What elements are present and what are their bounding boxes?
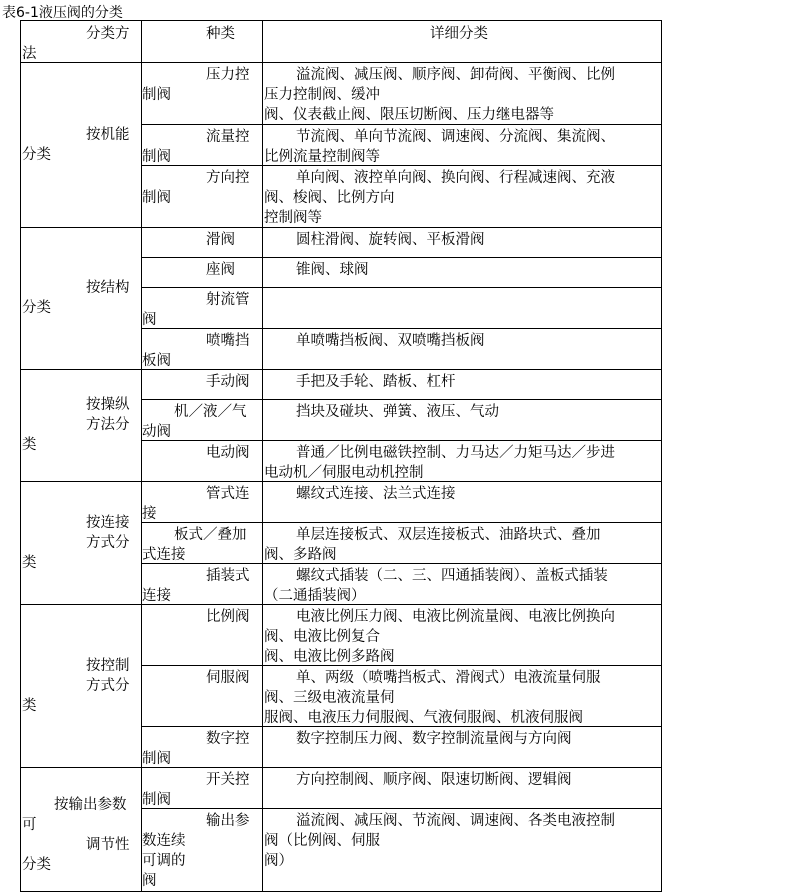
valve-detail: 普通／比例电磁铁控制、力马达／力矩马达／步进 — [296, 445, 615, 461]
valve-type: 输出参 — [206, 813, 250, 829]
valve-detail: （二通插装阀） — [264, 588, 366, 604]
valve-type: 板式／叠加 — [174, 527, 247, 543]
row-divider — [141, 665, 661, 666]
group-label: 按操纵 — [86, 397, 130, 413]
valve-detail: 节流阀、单向节流阀、调速阀、分流阀、集流阀、 — [296, 129, 615, 145]
valve-type: 流量控 — [206, 129, 250, 145]
valve-detail: 阀、电液比例复合 — [264, 629, 380, 645]
group-label: 按结构 — [86, 280, 130, 296]
valve-type: 连接 — [142, 588, 171, 604]
valve-type: 阀 — [142, 873, 157, 889]
valve-detail: 服阀、电液压力伺服阀、气液伺服阀、机液伺服阀 — [264, 710, 583, 726]
valve-detail: 压力控制阀、缓冲 — [264, 87, 380, 103]
group-divider — [141, 604, 142, 767]
group-label: 按机能 — [86, 127, 130, 143]
valve-type: 滑阀 — [206, 232, 235, 248]
valve-type: 式连接 — [142, 547, 186, 563]
valve-type: 比例阀 — [206, 609, 250, 625]
valve-type: 插装式 — [206, 568, 250, 584]
group-label: 类 — [22, 698, 37, 714]
valve-detail: 单喷嘴挡板阀、双喷嘴挡板阀 — [296, 333, 485, 349]
valve-type: 数连续 — [142, 833, 186, 849]
row-divider — [141, 257, 661, 258]
valve-type: 手动阀 — [206, 374, 250, 390]
valve-type: 制阀 — [142, 190, 171, 206]
header-divider — [141, 20, 142, 62]
group-divider — [262, 369, 263, 481]
valve-detail: 阀、仪表截止阀、限压切断阀、压力继电器等 — [264, 107, 554, 123]
group-label: 分类 — [22, 300, 51, 316]
group-label: 方式分 — [86, 535, 130, 551]
header-detail: 详细分类 — [430, 26, 488, 42]
group-label: 按输出参数 — [54, 797, 127, 813]
valve-type: 电动阀 — [206, 445, 250, 461]
group-label: 可 — [22, 817, 37, 833]
valve-type: 压力控 — [206, 67, 250, 83]
valve-detail: 螺纹式插装（二、三、四通插装阀）、盖板式插装 — [296, 568, 608, 584]
row-divider — [141, 726, 661, 727]
group-divider — [262, 767, 263, 891]
valve-type: 开关控 — [206, 772, 250, 788]
valve-detail: 控制阀等 — [264, 210, 322, 226]
row-divider — [141, 563, 661, 564]
valve-detail: 数字控制压力阀、数字控制流量阀与方向阀 — [296, 731, 572, 747]
valve-type: 喷嘴挡 — [206, 333, 250, 349]
valve-detail: 圆柱滑阀、旋转阀、平板滑阀 — [296, 232, 485, 248]
row-divider — [141, 124, 661, 125]
header-classification-method: 分类方 — [86, 26, 130, 42]
valve-detail: 螺纹式连接、法兰式连接 — [296, 486, 456, 502]
valve-detail: 单、两级（喷嘴挡板式、滑阀式）电液流量伺服 — [296, 670, 601, 686]
valve-type: 制阀 — [142, 792, 171, 808]
valve-type: 制阀 — [142, 87, 171, 103]
row-divider — [141, 287, 661, 288]
valve-detail: 溢流阀、减压阀、节流阀、调速阀、各类电液控制 — [296, 813, 615, 829]
group-label: 分类 — [22, 857, 51, 873]
valve-detail: 阀、三级电液流量伺 — [264, 690, 395, 706]
valve-type: 管式连 — [206, 486, 250, 502]
table-caption: 表6-1液压阀的分类 — [2, 5, 123, 21]
row-divider — [141, 399, 661, 400]
header-classification-method: 法 — [22, 46, 37, 62]
valve-detail: 阀、电液比例多路阀 — [264, 649, 395, 665]
valve-detail: 电动机／伺服电动机控制 — [264, 465, 424, 481]
valve-type: 阀 — [142, 312, 157, 328]
valve-type: 机／液／气 — [174, 404, 247, 420]
row-divider — [141, 522, 661, 523]
valve-detail: 挡块及碰块、弹簧、液压、气动 — [296, 404, 499, 420]
row-divider — [141, 808, 661, 809]
valve-detail: 锥阀、球阀 — [296, 262, 369, 278]
valve-type: 接 — [142, 506, 157, 522]
valve-detail: 阀、梭阀、比例方向 — [264, 190, 395, 206]
valve-type: 方向控 — [206, 170, 250, 186]
valve-detail: 电液比例压力阀、电液比例流量阀、电液比例换向 — [296, 609, 615, 625]
group-divider — [262, 227, 263, 369]
valve-type: 数字控 — [206, 731, 250, 747]
valve-type: 射流管 — [206, 292, 250, 308]
group-label: 分类 — [22, 147, 51, 163]
group-label: 类 — [22, 437, 37, 453]
valve-type: 伺服阀 — [206, 670, 250, 686]
group-label: 方法分 — [86, 417, 130, 433]
valve-detail: 阀（比例阀、伺服 — [264, 833, 380, 849]
valve-type: 座阀 — [206, 262, 235, 278]
row-divider — [141, 328, 661, 329]
valve-detail: 溢流阀、减压阀、顺序阀、卸荷阀、平衡阀、比例 — [296, 67, 615, 83]
group-divider — [141, 227, 142, 369]
valve-type: 制阀 — [142, 149, 171, 165]
valve-type: 动阀 — [142, 424, 171, 440]
valve-type: 制阀 — [142, 751, 171, 767]
valve-detail: 阀） — [264, 853, 293, 869]
group-divider — [262, 604, 263, 767]
group-label: 按连接 — [86, 515, 130, 531]
row-divider — [141, 165, 661, 166]
valve-detail: 单向阀、液控单向阀、换向阀、行程减速阀、充液 — [296, 170, 615, 186]
group-label: 按控制 — [86, 658, 130, 674]
group-label: 方式分 — [86, 678, 130, 694]
header-type: 种类 — [206, 26, 235, 42]
valve-detail: 单层连接板式、双层连接板式、油路块式、叠加 — [296, 527, 601, 543]
group-divider — [262, 62, 263, 227]
valve-type: 板阀 — [142, 353, 171, 369]
valve-detail: 手把及手轮、踏板、杠杆 — [296, 374, 456, 390]
group-label: 类 — [22, 555, 37, 571]
row-divider — [141, 440, 661, 441]
group-label: 调节性 — [86, 837, 130, 853]
valve-detail: 方向控制阀、顺序阀、限速切断阀、逻辑阀 — [296, 772, 572, 788]
group-divider — [262, 481, 263, 604]
header-divider — [262, 20, 263, 62]
valve-detail: 阀、多路阀 — [264, 547, 337, 563]
valve-type: 可调的 — [142, 853, 186, 869]
valve-detail: 比例流量控制阀等 — [264, 149, 380, 165]
